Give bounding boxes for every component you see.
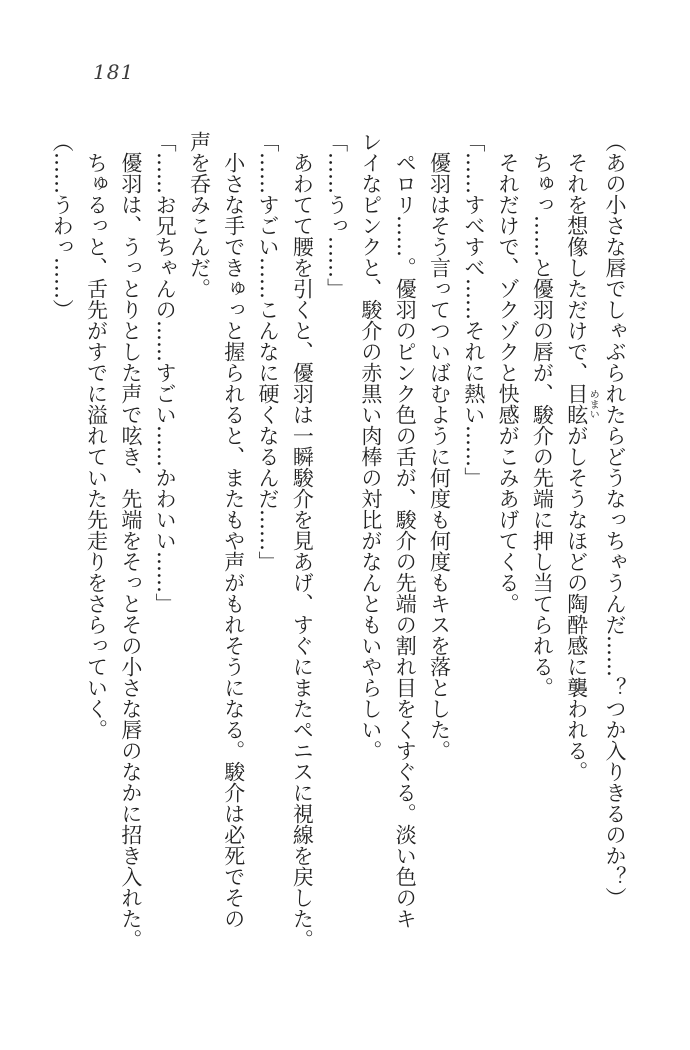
text-column: レイなピンクと、駿介の赤黒い肉棒の対比がなんともいやらしい。 <box>358 131 383 761</box>
ruby-furigana: めまい <box>587 383 599 425</box>
text-column: （……うわっ……） <box>50 131 75 320</box>
vertical-text-block <box>45 131 632 951</box>
text-column: （あの小さな唇でしゃぶられたらどうなっちゃうんだ……？つか入りきるのか？） <box>603 131 627 908</box>
text-column: ちゅっ……と優羽の唇が、駿介の先端に押し当てられる。 <box>530 152 555 698</box>
text-column-dialogue: 「……うっ……」 <box>324 131 349 299</box>
text-column: 優羽はそう言ってついばむように何度も何度もキスを落とした。 <box>427 152 452 761</box>
text-segment: がしそうなほどの陶酔感に襲われる。 <box>564 425 589 782</box>
text-column: 声を呑みこんだ。 <box>187 131 212 299</box>
text-column: 小さな手できゅっと握られると、またもや声がもれそうになる。駿介は必死でその <box>221 152 246 929</box>
text-column: ちゅるっと、舌先がすでに溢れていた先走りをさらっていく。 <box>84 152 109 740</box>
text-column: あわてて腰を引くと、優羽は一瞬駿介を見あげ、すぐにまたペニスに視線を戻した。 <box>290 152 315 950</box>
text-column: ペロリ……。優羽のピンク色の舌が、駿介の先端の割れ目をくすぐる。淡い色のキ <box>393 152 418 929</box>
ruby-annotation <box>564 383 599 425</box>
text-segment: それを想像しただけで、 <box>564 152 589 383</box>
text-column-dialogue: 「……お兄ちゃんの……すごい……かわいい……」 <box>153 131 178 614</box>
page-number: 181 <box>93 60 135 84</box>
ruby-base: 目眩 <box>564 383 589 425</box>
text-column: それだけで、ゾクゾクと快感がこみあげてくる。 <box>496 152 521 614</box>
text-column <box>559 131 597 951</box>
text-column-dialogue: 「……すごい……こんなに硬くなるんだ……」 <box>256 131 281 572</box>
text-column-dialogue: 「……すべすべ……それに熱い……」 <box>461 131 486 488</box>
text-column: 優羽は、うっとりとした声で呟き、先端をそっとその小さな唇のなかに招き入れた。 <box>118 152 143 950</box>
